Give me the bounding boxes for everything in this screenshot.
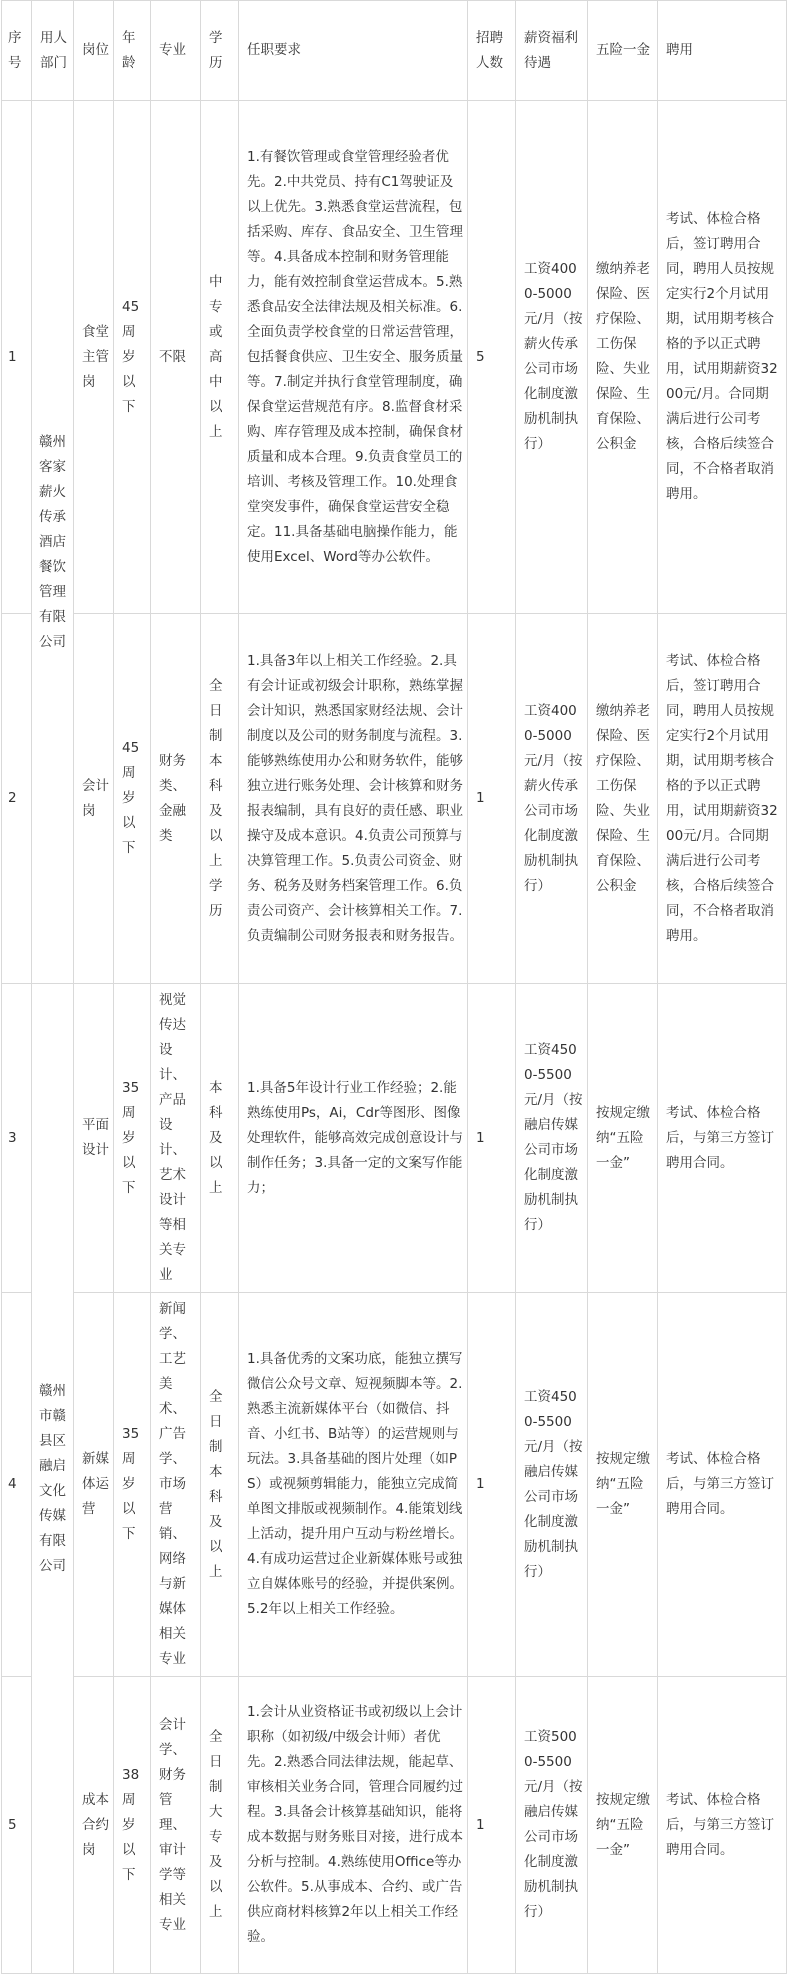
seq-cell: 3 <box>2 984 32 1293</box>
position-cell: 食堂主管岗 <box>74 101 114 614</box>
requirements-cell: 1.有餐饮管理或食堂管理经验者优先。2.中共党员、持有C1驾驶证及以上优先。3.熟悉食堂运营流程，包括采购、库存、食品安全、卫生管理等。4.具备成本控制和财务管理能力，能有效控制食堂运营成本。5.熟悉食品安全法律法规及相关标准。6.全面负责学校食堂的日常运营管理，包括餐食供应、卫生安全、服务质量等。7.制定并执行食堂管理制度，确保食堂运营规范有序。8.监督食材采购、库存管理及成本控制，确保食材质量和成本合理。9.负责食堂员工的培训、考核及管理工作。10.处理食堂突发事件，确保食堂运营安全稳定。11.具备基础电脑操作能力，能使用Excel、Word等办公软件。 <box>239 101 468 614</box>
major-cell: 新闻学、工艺美术、广告学、市场营销、网络与新媒体相关专业 <box>151 1293 201 1677</box>
table-header-row <box>2 1 787 101</box>
salary-cell: 工资5000-5500元/月（按融启传媒公司市场化制度激励机制执行） <box>516 1677 588 1974</box>
education-cell: 全日制本科及以上 <box>201 1293 239 1677</box>
requirements-cell: 1.会计从业资格证书或初级以上会计职称（如初级/中级会计师）者优先。2.熟悉合同法律法规，能起草、审核相关业务合同，管理合同履约过程。3.具备会计核算基础知识，能将成本数据与财务账目对接，进行成本分析与控制。4.熟练使用Office等办公软件。5.从事成本、合约、或广告供应商材料核算2年以上相关工作经验。 <box>239 1677 468 1974</box>
age-cell: 45周岁以下 <box>114 614 151 984</box>
age-cell: 45周岁以下 <box>114 101 151 614</box>
seq-cell: 1 <box>2 101 32 614</box>
salary-cell: 工资4500-5500元/月（按融启传媒公司市场化制度激励机制执行） <box>516 1293 588 1677</box>
header-seq: 序号 <box>2 1 32 101</box>
insurance-cell: 缴纳养老保险、医疗保险、工伤保险、失业保险、生育保险、公积金 <box>588 101 658 614</box>
table-row <box>2 1677 787 1974</box>
hiring-cell: 考试、体检合格后，与第三方签订聘用合同。 <box>658 1293 787 1677</box>
seq-cell: 4 <box>2 1293 32 1677</box>
insurance-cell: 按规定缴纳“五险一金” <box>588 1677 658 1974</box>
header-insurance: 五险一金 <box>588 1 658 101</box>
recruitment-table <box>1 0 787 1974</box>
insurance-cell: 按规定缴纳“五险一金” <box>588 984 658 1293</box>
insurance-cell: 缴纳养老保险、医疗保险、工伤保险、失业保险、生育保险、公积金 <box>588 614 658 984</box>
department-cell: 赣州客家薪火传承酒店餐饮管理有限公司 <box>32 101 74 984</box>
count-cell: 5 <box>468 101 516 614</box>
age-cell: 35周岁以下 <box>114 984 151 1293</box>
header-major: 专业 <box>151 1 201 101</box>
education-cell: 中专或高中以上 <box>201 101 239 614</box>
requirements-cell: 1.具备3年以上相关工作经验。2.具有会计证或初级会计职称，熟练掌握会计知识，熟悉国家财经法规、会计制度以及公司的财务制度与流程。3.能够熟练使用办公和财务软件，能够独立进行账务处理、会计核算和财务报表编制，具有良好的责任感、职业操守及成本意识。4.负责公司预算与决算管理工作。5.负责公司资金、财务、税务及财务档案管理工作。6.负责公司资产、会计核算相关工作。7.负责编制公司财务报表和财务报告。 <box>239 614 468 984</box>
hiring-cell: 考试、体检合格后，与第三方签订聘用合同。 <box>658 1677 787 1974</box>
education-cell: 全日制本科及以上学历 <box>201 614 239 984</box>
count-cell: 1 <box>468 1677 516 1974</box>
header-position: 岗位 <box>74 1 114 101</box>
hiring-cell: 考试、体检合格后，签订聘用合同，聘用人员按规定实行2个月试用期，试用期考核合格的予以正式聘用，试用期薪资3200元/月。合同期满后进行公司考核，合格后续签合同，不合格者取消聘用。 <box>658 614 787 984</box>
education-cell: 本科及以上 <box>201 984 239 1293</box>
header-education: 学历 <box>201 1 239 101</box>
requirements-cell: 1.具备优秀的文案功底，能独立撰写微信公众号文章、短视频脚本等。2.熟悉主流新媒体平台（如微信、抖音、小红书、B站等）的运营规则与玩法。3.具备基础的图片处理（如PS）或视频剪辑能力，能独立完成简单图文排版或视频制作。4.能策划线上活动，提升用户互动与粉丝增长。4.有成功运营过企业新媒体账号或独立自媒体账号的经验，并提供案例。5.2年以上相关工作经验。 <box>239 1293 468 1677</box>
position-cell: 新媒体运营 <box>74 1293 114 1677</box>
header-salary: 薪资福利待遇 <box>516 1 588 101</box>
hiring-cell: 考试、体检合格后，签订聘用合同，聘用人员按规定实行2个月试用期，试用期考核合格的予以正式聘用，试用期薪资3200元/月。合同期满后进行公司考核，合格后续签合同，不合格者取消聘用。 <box>658 101 787 614</box>
position-cell: 成本合约岗 <box>74 1677 114 1974</box>
age-cell: 38周岁以下 <box>114 1677 151 1974</box>
count-cell: 1 <box>468 1293 516 1677</box>
major-cell: 视觉传达设计、产品设计、艺术设计等相关专业 <box>151 984 201 1293</box>
seq-cell: 5 <box>2 1677 32 1974</box>
major-cell: 会计学、财务管理、审计学等相关专业 <box>151 1677 201 1974</box>
hiring-cell: 考试、体检合格后，与第三方签订聘用合同。 <box>658 984 787 1293</box>
salary-cell: 工资4000-5000元/月（按薪火传承公司市场化制度激励机制执行） <box>516 614 588 984</box>
seq-cell: 2 <box>2 614 32 984</box>
department-cell: 赣州市赣县区融启文化传媒有限公司 <box>32 984 74 1974</box>
table-row <box>2 1293 787 1677</box>
header-department: 用人部门 <box>32 1 74 101</box>
header-count: 招聘人数 <box>468 1 516 101</box>
count-cell: 1 <box>468 984 516 1293</box>
insurance-cell: 按规定缴纳“五险一金” <box>588 1293 658 1677</box>
major-cell: 不限 <box>151 101 201 614</box>
requirements-cell: 1.具备5年设计行业工作经验；2.能熟练使用Ps，Ai，Cdr等图形、图像处理软件，能够高效完成创意设计与制作任务；3.具备一定的文案写作能力； <box>239 984 468 1293</box>
table-row <box>2 101 787 614</box>
header-hiring: 聘用 <box>658 1 787 101</box>
salary-cell: 工资4000-5000元/月（按薪火传承公司市场化制度激励机制执行） <box>516 101 588 614</box>
header-age: 年龄 <box>114 1 151 101</box>
age-cell: 35周岁以下 <box>114 1293 151 1677</box>
education-cell: 全日制大专及以上 <box>201 1677 239 1974</box>
major-cell: 财务类、金融类 <box>151 614 201 984</box>
table-row <box>2 614 787 984</box>
table-row <box>2 984 787 1293</box>
salary-cell: 工资4500-5500元/月（按融启传媒公司市场化制度激励机制执行） <box>516 984 588 1293</box>
header-requirements: 任职要求 <box>239 1 468 101</box>
position-cell: 会计岗 <box>74 614 114 984</box>
position-cell: 平面设计 <box>74 984 114 1293</box>
count-cell: 1 <box>468 614 516 984</box>
